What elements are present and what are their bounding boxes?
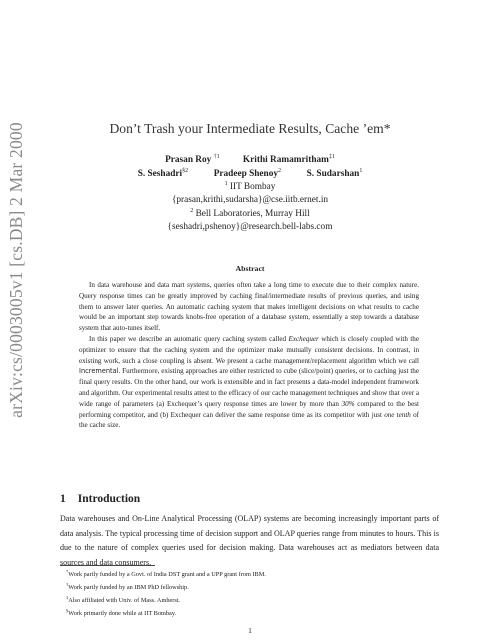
footnote-text: Work partly funded by a Govt. of India DST grant and a UPP grant from IBM. (68, 571, 266, 579)
page-number: 1 (248, 626, 252, 635)
footnote-mark: * (66, 569, 69, 574)
affiliation-2 (60, 208, 440, 219)
abstract-paragraph-1: In data warehouse and data mart systems, queries often take a long time to execute due to their complex nature. Query response times can be greatly improved by caching final/intermediate results of previous queries, and using them to answer later queries. An automatic caching system that makes intelligent decisions on what results to cache would be an important step towards knobs-free operation of a database system, essentially a step towards a database system that auto-tunes itself. (79, 281, 419, 333)
footnote-mark: † (66, 582, 69, 587)
abstract-text: In this paper we describe an automatic query caching system called (89, 334, 289, 343)
abstract-paragraph-2 (79, 334, 419, 431)
affiliation-name: IIT Bombay (229, 182, 276, 193)
author-mark: ‡1 (328, 154, 335, 160)
abstract-heading: Abstract (235, 264, 265, 273)
abstract-body (79, 280, 419, 431)
footnote-mark: § (66, 608, 69, 613)
affiliation-1 (60, 181, 440, 192)
introduction-paragraph: Data warehouses and On-Line Analytical Processing (OLAP) systems are becoming increasingly important parts of data analysis. The typical processing time of decision support and OLAP queries range from minutes to hours. This is due to the nature of complex queries used for decision making. Data warehouses act as mediators between data sources and data consumers. (60, 514, 439, 567)
footnote-text: Work partly funded by an IBM PhD fellowship. (68, 584, 189, 592)
author-line-1 (60, 154, 440, 165)
abstract-text: which is closely coupled with the optimizer to ensure that the caching system and the optimizer make mutually consistent decisions. In contrast, in existing work, such a close coupling is absent. We present a cache management/replacement algorithm which we call (79, 334, 419, 365)
footnote (66, 606, 266, 619)
footnote (66, 580, 266, 593)
footnote (66, 567, 266, 580)
author-name: S. Sudarshan (306, 169, 360, 180)
algorithm-name: Incremental (79, 367, 119, 376)
percentage: 30% (341, 399, 355, 408)
section-title: Introduction (77, 493, 141, 505)
abstract-text: compared to the best performing competitor, and (b) Exchequer can deliver the same response time as its competitor with just (79, 399, 419, 419)
author-name: S. Seshadri (137, 169, 183, 180)
footnote-text: Also affiliated with Univ. of Mass. Amherst. (68, 597, 181, 605)
email-1: {prasan,krithi,sudarsha}@cse.iitb.ernet.in (171, 195, 329, 205)
footnote-rule (60, 565, 155, 566)
affiliation-mark: 2 (190, 208, 194, 214)
system-name: Exchequer (288, 334, 319, 343)
arxiv-sidebar-stamp: arXiv:cs/0003005v1 [cs.DB] 2 Mar 2000 (6, 122, 26, 418)
footnote-mark: ‡ (66, 595, 69, 600)
abstract-text: . Furthermore, existing approaches are either restricted to cube (slice/point) queries, or to caching just the final query results. On the other hand, our work is extensible and in fact presents a data-model independent framework and algorithm. Our experimental results attest to the efficacy of our cache management techniques and show that over a wide range of parameters (a) Exchequer’s query response times are lower by more than (79, 367, 419, 408)
author-name: Krithi Ramamritham (242, 155, 329, 166)
footnotes (66, 567, 266, 619)
email-2: {seshadri,pshenoy}@research.bell-labs.com (167, 222, 333, 232)
abstract-text: of the cache size. (79, 410, 420, 430)
section-number: 1 (60, 493, 66, 505)
affiliation-mark: 1 (224, 181, 228, 187)
emphasis-one-tenth: one tenth (384, 410, 411, 419)
author-mark: 2 (278, 168, 282, 174)
section-heading (60, 493, 152, 505)
footnote (66, 593, 266, 606)
author-line-2 (60, 168, 440, 179)
author-mark: †1 (213, 154, 220, 160)
author-mark: 1 (359, 168, 363, 174)
affiliation-name: Bell Laboratories, Murray Hill (195, 209, 310, 220)
footnote-text: Work primarily done while at IIT Bombay. (68, 610, 177, 618)
introduction-body (60, 512, 439, 570)
author-mark: §2 (182, 168, 189, 174)
author-name: Pradeep Shenoy (213, 169, 279, 180)
paper-title: Don’t Trash your Intermediate Results, Cache ’em* (109, 121, 391, 136)
author-name: Prasan Roy (165, 155, 212, 166)
